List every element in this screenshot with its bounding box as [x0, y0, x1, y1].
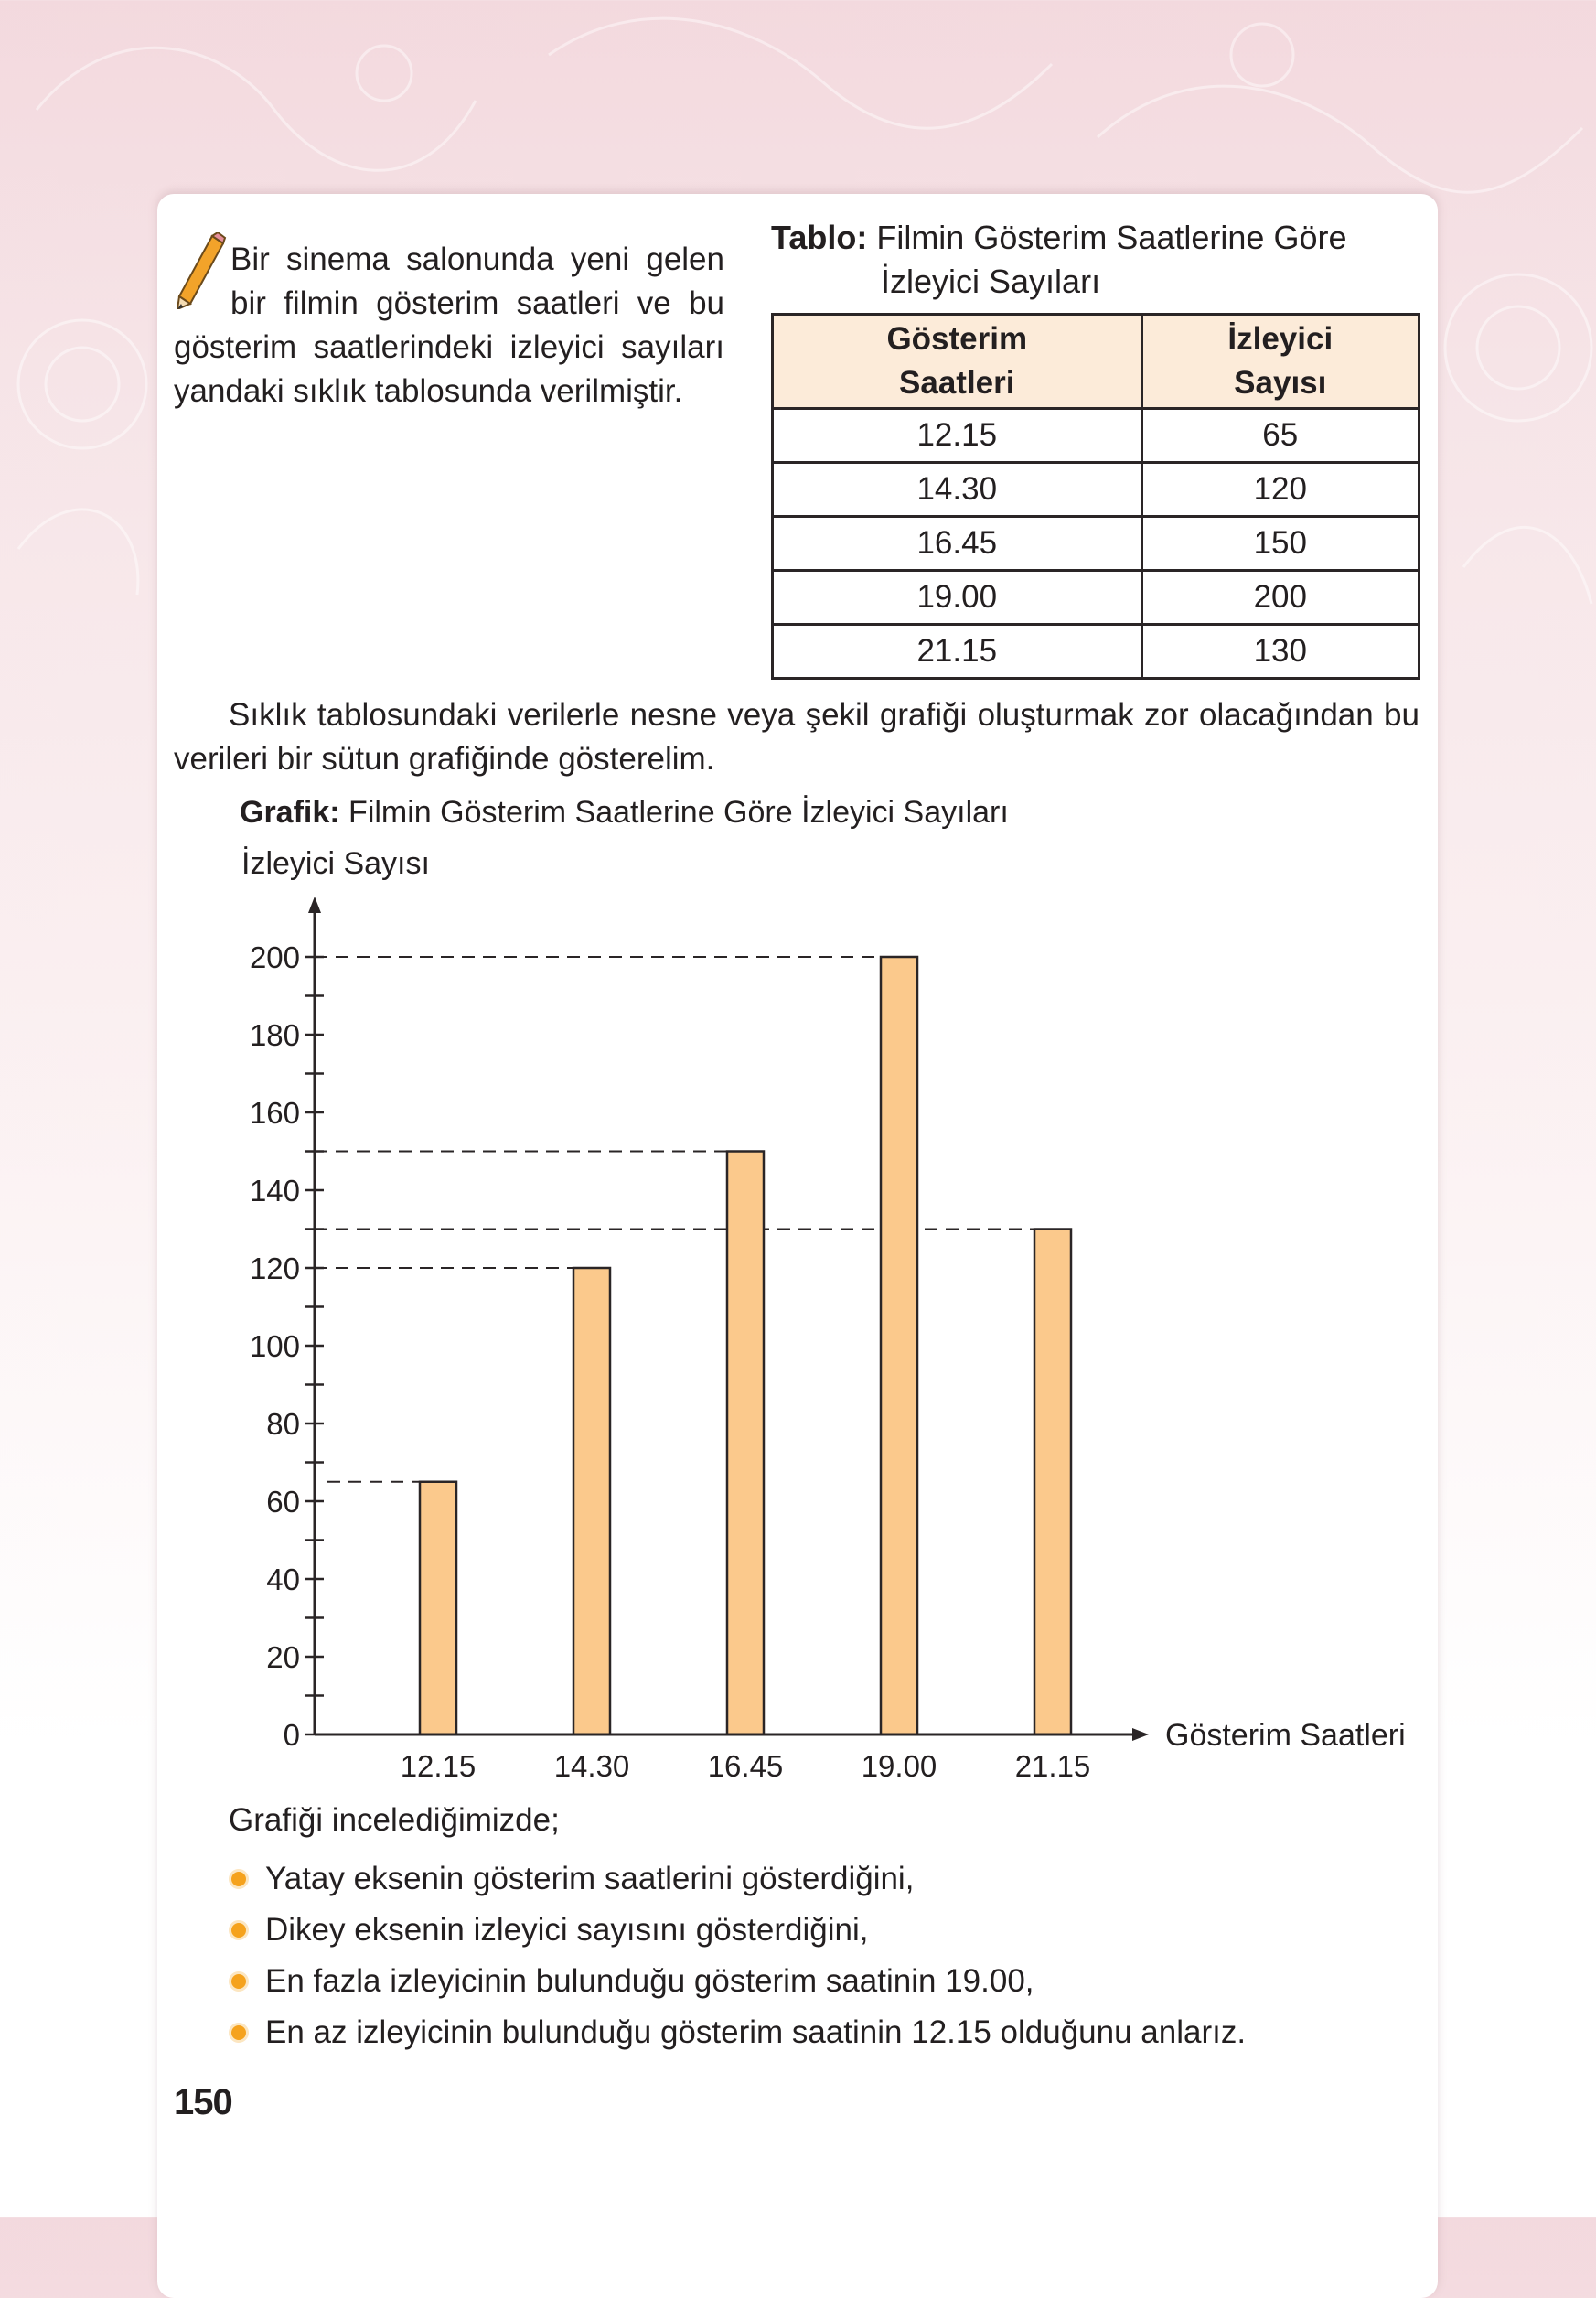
table-header-time: Gösterim Saatleri	[773, 315, 1142, 409]
table-caption-title-2: İzleyici Sayıları	[881, 263, 1101, 300]
bar-21.15	[1034, 1230, 1071, 1735]
table-cell: 120	[1141, 463, 1419, 517]
y-tick-label: 200	[249, 940, 300, 974]
list-item: Yatay eksenin gösterim saatlerini gösterdiğini,	[229, 1857, 1246, 1908]
y-tick-label: 180	[249, 1018, 300, 1052]
table-cell: 12.15	[773, 409, 1142, 463]
list-item: En az izleyicinin bulunduğu gösterim saatinin 12.15 olduğunu anlarız.	[229, 2011, 1246, 2062]
y-tick-label: 120	[249, 1251, 300, 1285]
table-cell: 65	[1141, 409, 1419, 463]
y-tick-label: 60	[266, 1485, 300, 1519]
bar-14.30	[573, 1268, 610, 1734]
table-cell: 16.45	[773, 517, 1142, 571]
x-tick-label: 16.45	[707, 1749, 784, 1783]
table-cell: 19.00	[773, 571, 1142, 625]
bar-12.15	[420, 1482, 456, 1734]
bullet-icon	[229, 2023, 249, 2043]
list-item: En fazla izleyicinin bulunduğu gösterim saatinin 19.00,	[229, 1960, 1246, 2011]
y-tick-label: 140	[249, 1174, 300, 1208]
table-cell: 14.30	[773, 463, 1142, 517]
graph-caption-label: Grafik:	[240, 795, 340, 830]
table-caption-title-1: Filmin Gösterim Saatlerine Göre	[876, 219, 1347, 256]
y-tick-label: 40	[266, 1562, 300, 1596]
x-tick-label: 12.15	[400, 1749, 477, 1783]
x-tick-label: 19.00	[861, 1749, 937, 1783]
y-tick-label: 80	[266, 1407, 300, 1441]
graph-caption-title: Filmin Gösterim Saatlerine Göre İzleyici Sayıları	[348, 795, 1009, 830]
y-axis-label: İzleyici Sayısı	[241, 846, 430, 881]
closing-text: Grafiği incelediğimizde;	[229, 1802, 560, 1838]
bullet-icon	[229, 1971, 249, 1992]
bar-19.00	[881, 957, 917, 1734]
bullet-icon	[229, 1869, 249, 1889]
x-tick-label: 14.30	[553, 1749, 630, 1783]
y-tick-label: 160	[249, 1096, 300, 1130]
y-tick-label: 20	[266, 1640, 300, 1674]
explanation-paragraph: Sıklık tablosundaki verilerle nesne veya şekil grafiği oluşturmak zor olacağından bu verileri bir sütun grafiğinde gösterelim.	[174, 697, 1419, 777]
y-axis-arrow-icon	[308, 897, 321, 913]
table-cell: 200	[1141, 571, 1419, 625]
table-cell: 21.15	[773, 625, 1142, 679]
table-header-count: İzleyici Sayısı	[1141, 315, 1419, 409]
bullet-icon	[229, 1920, 249, 1940]
page-number: 150	[174, 2082, 232, 2122]
table-cell: 130	[1141, 625, 1419, 679]
list-item: Dikey eksenin izleyici sayısını gösterdiğini,	[229, 1908, 1246, 1960]
y-tick-label: 0	[283, 1718, 300, 1752]
table-caption-label: Tablo:	[771, 219, 868, 256]
x-axis-arrow-icon	[1132, 1728, 1149, 1741]
y-tick-label: 100	[249, 1329, 300, 1363]
x-tick-label: 21.15	[1014, 1749, 1091, 1783]
intro-text: Bir sinema salonunda yeni gelen bir filmin gösterim saatleri ve bu gösterim saatlerindeki izleyici sayıları yandaki sıklık tablosunda verilmiştir.	[174, 242, 724, 409]
observation-list	[229, 1857, 1246, 2062]
bar-16.45	[727, 1152, 764, 1735]
x-axis-label: Gösterim Saatleri	[1165, 1718, 1406, 1753]
table-cell: 150	[1141, 517, 1419, 571]
